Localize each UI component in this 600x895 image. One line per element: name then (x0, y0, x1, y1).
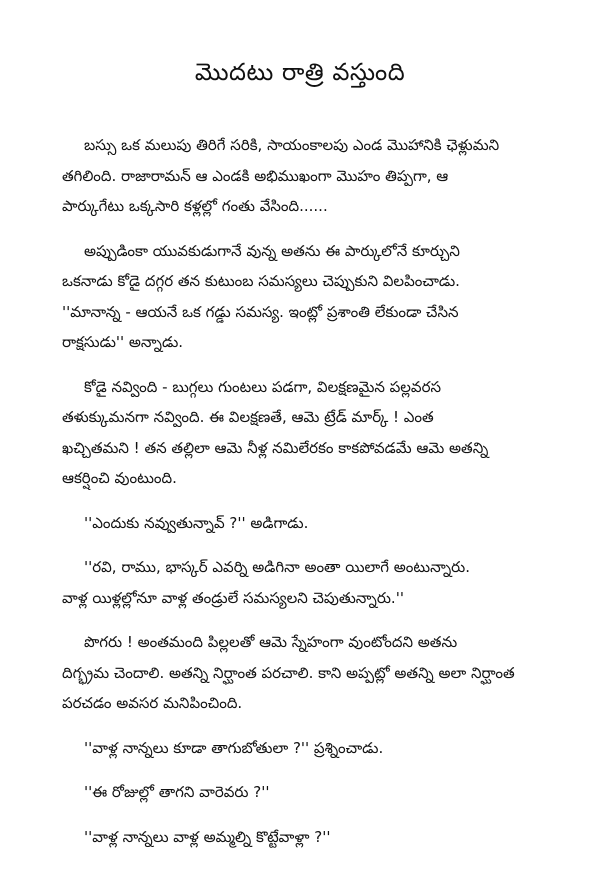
text-line: ఒకనాడు కోడై దగ్గర తన కుటుంబ సమస్యలు చెప్పుకుని విలపించాడు. (62, 272, 460, 290)
text-line: ''రవి, రాము, భాస్కర్ ఎవర్ని అడిగినా అంతా యిలాగే అంటున్నారు. (84, 558, 471, 576)
text-line: ''ఈ రోజుల్లో తాగని వారెవరు ?'' (84, 783, 270, 801)
text-line: వాళ్ల యిళ్లల్లోనూ వాళ్ల తండ్రులే సమస్యలని చెపుతున్నారు.'' (62, 588, 404, 607)
text-line: తగిలింది. రాజారామన్ ఆ ఎండకి అభిముఖంగా మొహం తిప్పగా, ఆ (62, 166, 449, 185)
paragraph (62, 627, 576, 719)
text-line: బస్సు ఒక మలుపు తిరిగే సరికి, సాయంకాలపు ఎండ మొహానికి ఛెళ్లుమని (84, 136, 500, 154)
text-line: ''వాళ్ల నాన్నలు కూడా తాగుబోతులా ?'' ప్రశ్నించాడు. (84, 738, 384, 757)
paragraph (62, 372, 576, 494)
text-line: రాక్షసుడు'' అన్నాడు. (62, 333, 184, 351)
paragraph (62, 733, 576, 764)
text-line: పొగరు ! అంతమంది పిల్లలతో ఆమె స్నేహంగా వుంటోందని అతను (84, 633, 458, 651)
text-line: ''ఎందుకు నవ్వుతున్నావ్ ?'' అడిగాడు. (84, 513, 309, 532)
chapter-title: మొదటు రాత్రి వస్తుంది (194, 58, 406, 86)
text-line: ఆకర్షించి వుంటుంది. (62, 469, 177, 487)
text-line: కోడై నవ్వింది - బుగ్గలు గుంటలు పడగా, విలక్షణమైన పల్లవరస (84, 377, 442, 396)
paragraph (62, 130, 576, 222)
text-line: ''మానాన్న - ఆయనే ఒక గడ్డు సమస్య. ఇంట్లో ప్రశాంతి లేకుండా చేసిన (62, 302, 459, 321)
text-line: ''వాళ్ల నాన్నలు వాళ్ల అమ్మల్ని కొట్టేవాళ్లా ?'' (84, 827, 331, 846)
text-line: దిగ్భ్రమ చెందాలి. అతన్ని నిర్ఘాంత పరచాలి. కాని అప్పట్లో అతన్ని అలా నిర్ఘాంత (62, 663, 515, 682)
body-text (0, 130, 600, 866)
paragraph (62, 822, 576, 853)
text-line: తళుక్కుమనగా నవ్వింది. ఈ విలక్షణతే, ఆమె ట్రేడ్ మార్క్ ! ఎంత (62, 408, 434, 426)
text-line: పార్కుగేటు ఒక్కసారి కళ్లల్లో గంతు వేసింది...... (62, 197, 328, 215)
text-line: పరచడం అవసర మనిపించింది. (62, 694, 243, 712)
paragraph (62, 508, 576, 539)
paragraph (62, 777, 576, 808)
paragraph (62, 236, 576, 358)
text-line: అప్పుడింకా యువకుడుగానే వున్న అతను ఈ పార్కులోనే కూర్చుని (84, 241, 460, 260)
paragraph (62, 552, 576, 613)
text-line: ఖచ్చితమని ! తన తల్లిలా ఆమె నీళ్ల నమిలేరకం కాకపోవడమే ఆమె అతన్ని (62, 438, 489, 457)
